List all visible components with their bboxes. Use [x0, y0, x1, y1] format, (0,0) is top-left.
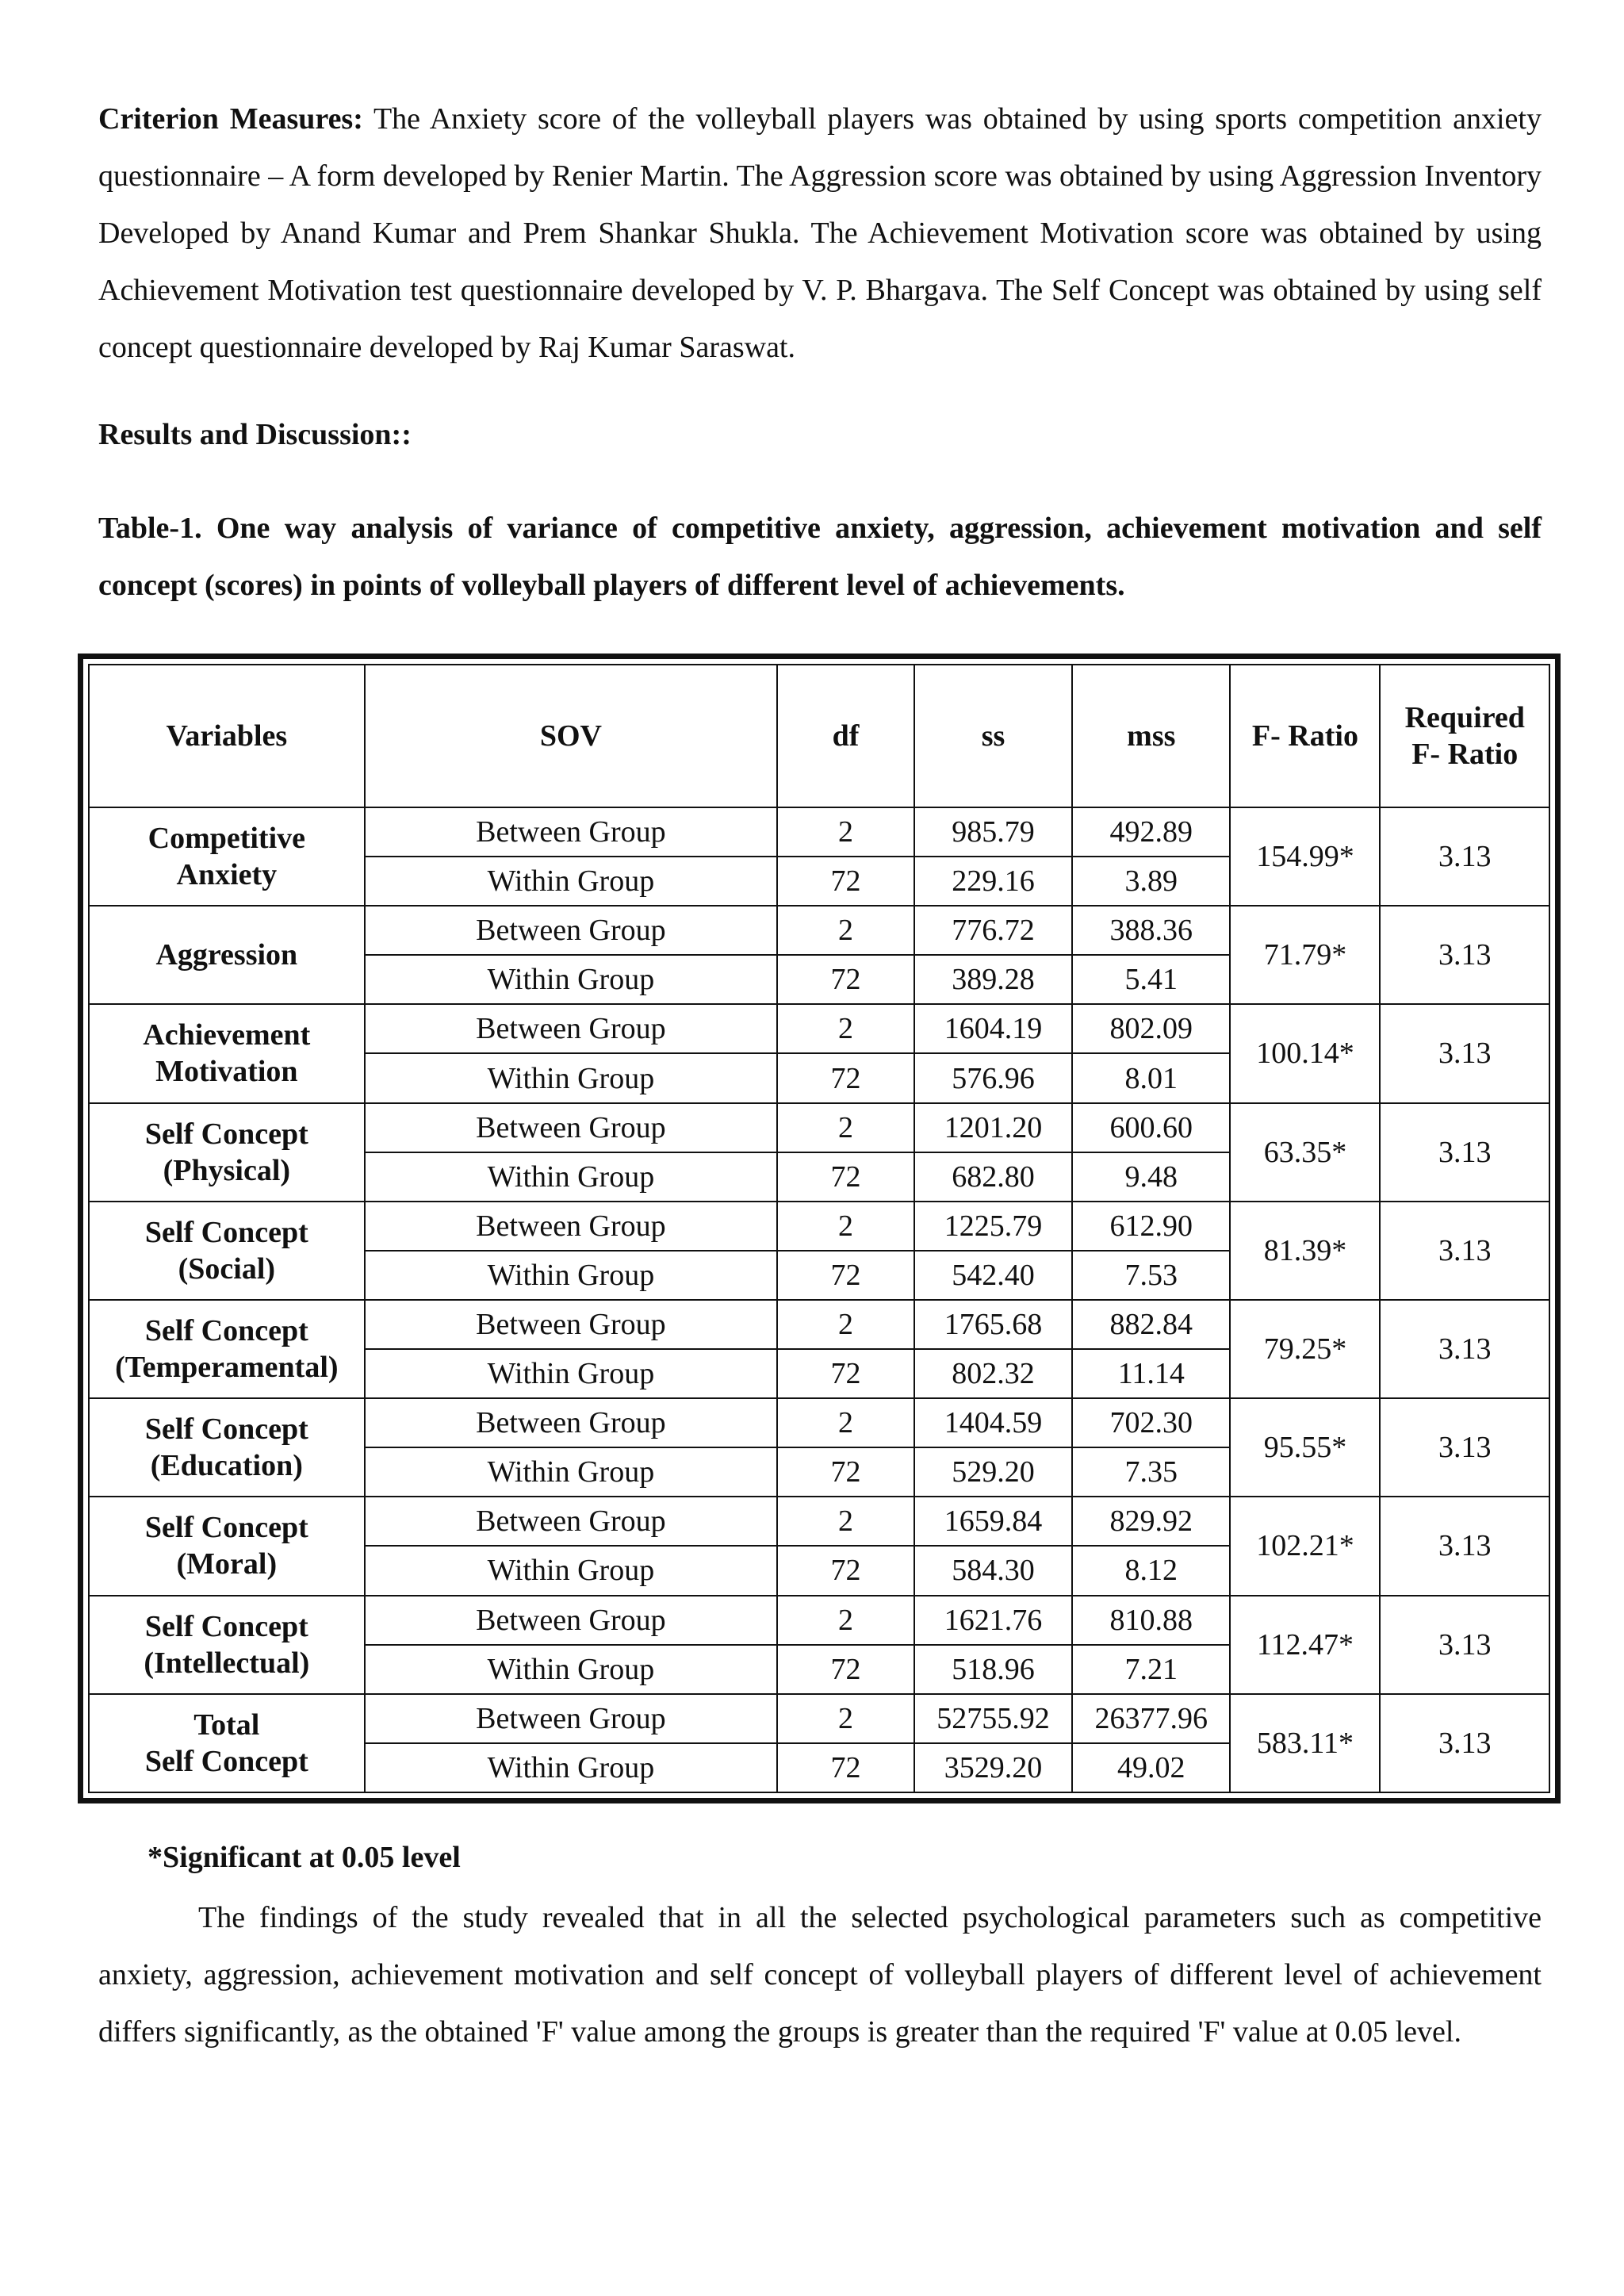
variable-cell — [89, 906, 365, 1004]
df-cell: 72 — [777, 1743, 914, 1792]
header-ss: ss — [914, 665, 1072, 807]
sov-cell: Between Group — [365, 1398, 777, 1447]
df-cell: 2 — [777, 1300, 914, 1349]
ss-cell: 1604.19 — [914, 1004, 1072, 1053]
required-f-ratio-cell: 3.13 — [1380, 807, 1549, 906]
variable-name-line2: (Intellectual) — [144, 1646, 310, 1680]
ss-cell: 389.28 — [914, 955, 1072, 1004]
sov-cell: Between Group — [365, 1004, 777, 1053]
variable-name-line2: (Education) — [150, 1449, 303, 1483]
results-heading: Results and Discussion:: — [98, 418, 412, 451]
ss-cell: 682.80 — [914, 1152, 1072, 1202]
ss-cell: 1201.20 — [914, 1103, 1072, 1152]
variable-name-line2: Motivation — [155, 1055, 298, 1089]
mss-cell: 810.88 — [1072, 1596, 1230, 1645]
variable-cell — [89, 1300, 365, 1398]
header-mss: mss — [1072, 665, 1230, 807]
table-row — [89, 807, 1549, 857]
variable-name-line1: Total — [193, 1708, 260, 1742]
mss-cell: 9.48 — [1072, 1152, 1230, 1202]
mss-cell: 492.89 — [1072, 807, 1230, 857]
sov-cell: Between Group — [365, 1202, 777, 1251]
ss-cell: 542.40 — [914, 1251, 1072, 1300]
mss-cell: 612.90 — [1072, 1202, 1230, 1251]
ss-cell: 1765.68 — [914, 1300, 1072, 1349]
variable-cell — [89, 1694, 365, 1792]
sov-cell: Within Group — [365, 1743, 777, 1792]
mss-cell: 702.30 — [1072, 1398, 1230, 1447]
df-cell: 2 — [777, 906, 914, 955]
variable-cell — [89, 1004, 365, 1102]
table-row — [89, 1103, 1549, 1152]
significance-note: *Significant at 0.05 level — [147, 1841, 461, 1874]
ss-cell: 985.79 — [914, 807, 1072, 857]
df-cell: 72 — [777, 955, 914, 1004]
criterion-paragraph — [98, 90, 1542, 376]
f-ratio-cell: 81.39* — [1230, 1202, 1380, 1300]
anova-table — [88, 664, 1550, 1793]
variable-cell — [89, 1103, 365, 1202]
variable-name-line2: (Social) — [178, 1251, 276, 1286]
variable-name-line2: (Moral) — [176, 1547, 278, 1581]
mss-cell: 600.60 — [1072, 1103, 1230, 1152]
f-ratio-cell: 95.55* — [1230, 1398, 1380, 1497]
variable-name-line1: Self Concept — [144, 1314, 308, 1348]
table-caption: Table-1. One way analysis of variance of competitive anxiety, aggression, achievement motivation and self concept (scores) in points of volleyball players of different level of achievements. — [98, 512, 1542, 602]
ss-cell: 802.32 — [914, 1349, 1072, 1398]
mss-cell: 7.35 — [1072, 1447, 1230, 1497]
f-ratio-cell: 71.79* — [1230, 906, 1380, 1004]
ss-cell: 518.96 — [914, 1645, 1072, 1694]
table-body — [89, 807, 1549, 1792]
header-variables: Variables — [89, 665, 365, 807]
header-f-ratio: F- Ratio — [1230, 665, 1380, 807]
variable-name-line1: Competitive — [147, 822, 306, 856]
sov-cell: Within Group — [365, 857, 777, 906]
required-f-ratio-cell: 3.13 — [1380, 1694, 1549, 1792]
sov-cell: Within Group — [365, 1152, 777, 1202]
mss-cell: 388.36 — [1072, 906, 1230, 955]
f-ratio-cell: 63.35* — [1230, 1103, 1380, 1202]
mss-cell: 829.92 — [1072, 1497, 1230, 1546]
sov-cell: Within Group — [365, 1053, 777, 1102]
header-required-line2: F- Ratio — [1411, 738, 1519, 771]
variable-name-line1: Self Concept — [144, 1511, 308, 1545]
ss-cell: 576.96 — [914, 1053, 1072, 1102]
table-header-row — [89, 665, 1549, 807]
table-row — [89, 1202, 1549, 1251]
df-cell: 72 — [777, 1546, 914, 1595]
ss-cell: 1659.84 — [914, 1497, 1072, 1546]
criterion-text: The Anxiety score of the volleyball players was obtained by using sports competition anxiety questionnaire – A form developed by Renier Martin. The Aggression score was obtained by using Aggression Inventory Developed by Anand Kumar and Prem Shankar Shukla. The Achievement Motivation score was obtained by using Achievement Motivation test questionnaire developed by V. P. Bhargava. The Self Concept was obtained by using self concept questionnaire developed by Raj Kumar Saraswat. — [98, 102, 1542, 364]
ss-cell: 1225.79 — [914, 1202, 1072, 1251]
required-f-ratio-cell: 3.13 — [1380, 1103, 1549, 1202]
mss-cell: 8.12 — [1072, 1546, 1230, 1595]
variable-name-line1: Aggression — [155, 938, 298, 972]
sov-cell: Within Group — [365, 1349, 777, 1398]
variable-name-line1: Self Concept — [144, 1215, 308, 1249]
df-cell: 2 — [777, 1004, 914, 1053]
table-row — [89, 1497, 1549, 1546]
anova-table-frame — [78, 654, 1561, 1803]
ss-cell: 1621.76 — [914, 1596, 1072, 1645]
variable-name-line1: Achievement — [143, 1018, 311, 1052]
variable-cell — [89, 1202, 365, 1300]
variable-name-line2: Self Concept — [144, 1744, 308, 1778]
f-ratio-cell: 79.25* — [1230, 1300, 1380, 1398]
sov-cell: Between Group — [365, 1596, 777, 1645]
df-cell: 2 — [777, 1497, 914, 1546]
required-f-ratio-cell: 3.13 — [1380, 1497, 1549, 1595]
mss-cell: 26377.96 — [1072, 1694, 1230, 1743]
table-row — [89, 1398, 1549, 1447]
f-ratio-cell: 583.11* — [1230, 1694, 1380, 1792]
mss-cell: 7.21 — [1072, 1645, 1230, 1694]
mss-cell: 11.14 — [1072, 1349, 1230, 1398]
required-f-ratio-cell: 3.13 — [1380, 1596, 1549, 1694]
mss-cell: 802.09 — [1072, 1004, 1230, 1053]
mss-cell: 8.01 — [1072, 1053, 1230, 1102]
mss-cell: 5.41 — [1072, 955, 1230, 1004]
required-f-ratio-cell: 3.13 — [1380, 1004, 1549, 1102]
header-df: df — [777, 665, 914, 807]
sov-cell: Within Group — [365, 955, 777, 1004]
required-f-ratio-cell: 3.13 — [1380, 1300, 1549, 1398]
df-cell: 2 — [777, 1694, 914, 1743]
required-f-ratio-cell: 3.13 — [1380, 1398, 1549, 1497]
df-cell: 72 — [777, 1349, 914, 1398]
header-required-f-ratio — [1380, 665, 1549, 807]
header-required-line1: Required — [1404, 701, 1525, 734]
sov-cell: Within Group — [365, 1251, 777, 1300]
required-f-ratio-cell: 3.13 — [1380, 906, 1549, 1004]
mss-cell: 49.02 — [1072, 1743, 1230, 1792]
df-cell: 72 — [777, 1053, 914, 1102]
sov-cell: Between Group — [365, 1103, 777, 1152]
df-cell: 2 — [777, 1103, 914, 1152]
df-cell: 72 — [777, 1251, 914, 1300]
df-cell: 2 — [777, 1596, 914, 1645]
df-cell: 2 — [777, 807, 914, 857]
sov-cell: Within Group — [365, 1546, 777, 1595]
table-row — [89, 1004, 1549, 1053]
mss-cell: 3.89 — [1072, 857, 1230, 906]
sov-cell: Between Group — [365, 807, 777, 857]
variable-name-line1: Self Concept — [144, 1609, 308, 1643]
df-cell: 72 — [777, 1645, 914, 1694]
variable-name-line2: (Temperamental) — [115, 1351, 339, 1385]
ss-cell: 1404.59 — [914, 1398, 1072, 1447]
df-cell: 72 — [777, 1447, 914, 1497]
df-cell: 72 — [777, 1152, 914, 1202]
f-ratio-cell: 112.47* — [1230, 1596, 1380, 1694]
ss-cell: 52755.92 — [914, 1694, 1072, 1743]
mss-cell: 7.53 — [1072, 1251, 1230, 1300]
variable-name-line1: Self Concept — [144, 1117, 308, 1151]
ss-cell: 529.20 — [914, 1447, 1072, 1497]
sov-cell: Between Group — [365, 1300, 777, 1349]
sov-cell: Between Group — [365, 1694, 777, 1743]
sov-cell: Within Group — [365, 1645, 777, 1694]
ss-cell: 584.30 — [914, 1546, 1072, 1595]
table-row — [89, 1596, 1549, 1645]
variable-name-line2: (Physical) — [163, 1153, 291, 1187]
table-row — [89, 1694, 1549, 1743]
table-row — [89, 906, 1549, 955]
variable-cell — [89, 1596, 365, 1694]
sov-cell: Within Group — [365, 1447, 777, 1497]
df-cell: 2 — [777, 1398, 914, 1447]
mss-cell: 882.84 — [1072, 1300, 1230, 1349]
variable-cell — [89, 807, 365, 906]
variable-name-line1: Self Concept — [144, 1412, 308, 1447]
variable-cell — [89, 1497, 365, 1595]
sov-cell: Between Group — [365, 1497, 777, 1546]
f-ratio-cell: 154.99* — [1230, 807, 1380, 906]
df-cell: 2 — [777, 1202, 914, 1251]
df-cell: 72 — [777, 857, 914, 906]
ss-cell: 229.16 — [914, 857, 1072, 906]
variable-name-line2: Anxiety — [176, 858, 278, 892]
variable-cell — [89, 1398, 365, 1497]
f-ratio-cell: 102.21* — [1230, 1497, 1380, 1595]
f-ratio-cell: 100.14* — [1230, 1004, 1380, 1102]
findings-paragraph: The findings of the study revealed that in all the selected psychological parameters such as competitive anxiety, aggression, achievement motivation and self concept of volleyball players of different level of achievement differs significantly, as the obtained 'F' value among the groups is greater than the required 'F' value at 0.05 level. — [98, 1901, 1542, 2049]
header-sov: SOV — [365, 665, 777, 807]
ss-cell: 3529.20 — [914, 1743, 1072, 1792]
required-f-ratio-cell: 3.13 — [1380, 1202, 1549, 1300]
sov-cell: Between Group — [365, 906, 777, 955]
criterion-label: Criterion Measures: — [98, 102, 363, 136]
table-row — [89, 1300, 1549, 1349]
ss-cell: 776.72 — [914, 906, 1072, 955]
